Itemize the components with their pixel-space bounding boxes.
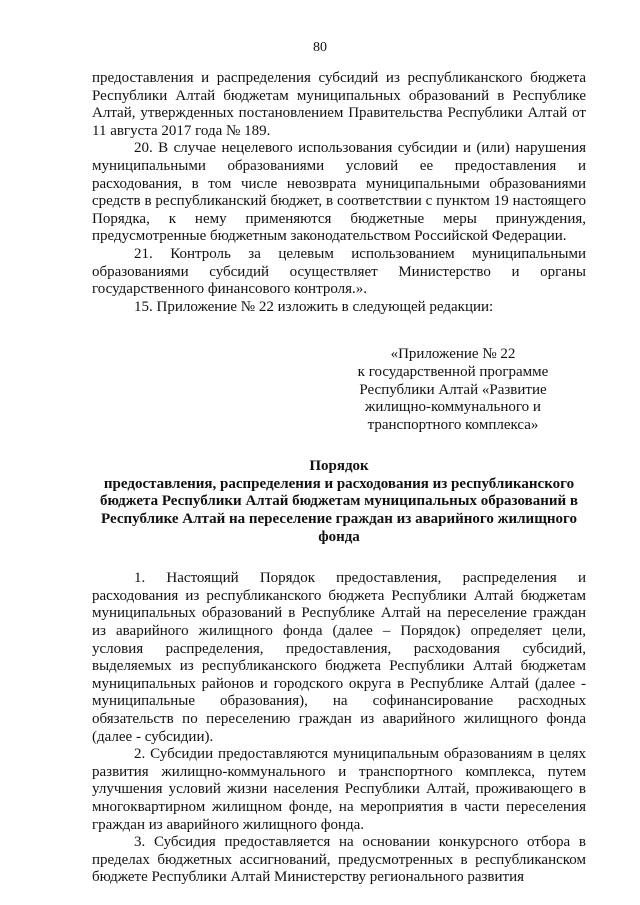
paragraph-continuation: предоставления и распределения субсидий из республиканского бюджета Республики Алтай бюджетам муниципальных образований в Республике Алтай, утвержденных постановлением Правительства Республики Алтай от 11 августа 2017 года № 189. — [92, 70, 586, 139]
appendix-line: Республики Алтай «Развитие — [359, 381, 547, 398]
appendix-line: к государственной программе — [357, 363, 549, 380]
spacer — [92, 434, 586, 458]
paragraph-item-3: 3. Субсидия предоставляется на основании конкурсного отбора в пределах бюджетных ассигнований, предусмотренных в республиканском бюджете Республики Алтай Министерству регионального развития — [92, 834, 586, 886]
paragraph-item-15: 15. Приложение № 22 изложить в следующей редакции: — [134, 298, 494, 315]
spacer — [92, 546, 586, 570]
appendix-header — [328, 346, 578, 434]
document-title — [92, 458, 586, 546]
paragraph-item-20: 20. В случае нецелевого использования субсидии и (или) нарушения муниципальными образованиями условий ее предоставления и расходования, в том числе невозврата муниципальными образованиями средств в республиканский бюджет, в соответствии с пунктом 19 настоящего Порядка, к нему применяются бюджетные меры принуждения, предусмотренные бюджетным законодательством Российской Федерации. — [92, 140, 586, 245]
appendix-line: транспортного комплекса» — [367, 416, 539, 433]
title-subtitle: предоставления, распределения и расходования из республиканского бюджета Республики Алтай бюджетам муниципальных образований в Республике Алтай на переселение граждан из аварийного жилищного фонда — [99, 475, 578, 545]
paragraph-item-1: 1. Настоящий Порядок предоставления, распределения и расходования из республиканского бюджета Республики Алтай бюджетам муниципальных образований в Республике Алтай на переселение граждан из аварийного жилищного фонда (далее – Порядок) определяет цели, условия распределения, предоставления, расходования субсидий, выделяемых из республиканского бюджета Республики Алтай бюджетам муниципальных районов и городского округа в Республике Алтай (далее - муниципальные образования), на софинансирование расходных обязательств по переселению граждан из аварийного жилищного фонда (далее - субсидии). — [92, 570, 586, 745]
spacer — [92, 316, 586, 346]
paragraph-item-21: 21. Контроль за целевым использованием муниципальными образованиями субсидий осуществляет Министерство и органы государственного финансового контроля.». — [92, 245, 586, 298]
appendix-line: «Приложение № 22 — [390, 346, 516, 363]
title-heading: Порядок — [309, 458, 369, 475]
document-body — [92, 70, 586, 887]
paragraph-item-2: 2. Субсидии предоставляются муниципальным образованиям в целях развития жилищно-коммунального и транспортного комплекса, путем улучшения условий жизни населения Республики Алтай, проживающего в многоквартирном жилищном фонде, на мероприятия в части переселения граждан из аварийного жилищного фонда. — [92, 746, 586, 833]
appendix-line: жилищно-коммунального и — [365, 399, 541, 416]
page-number: 80 — [313, 40, 327, 55]
